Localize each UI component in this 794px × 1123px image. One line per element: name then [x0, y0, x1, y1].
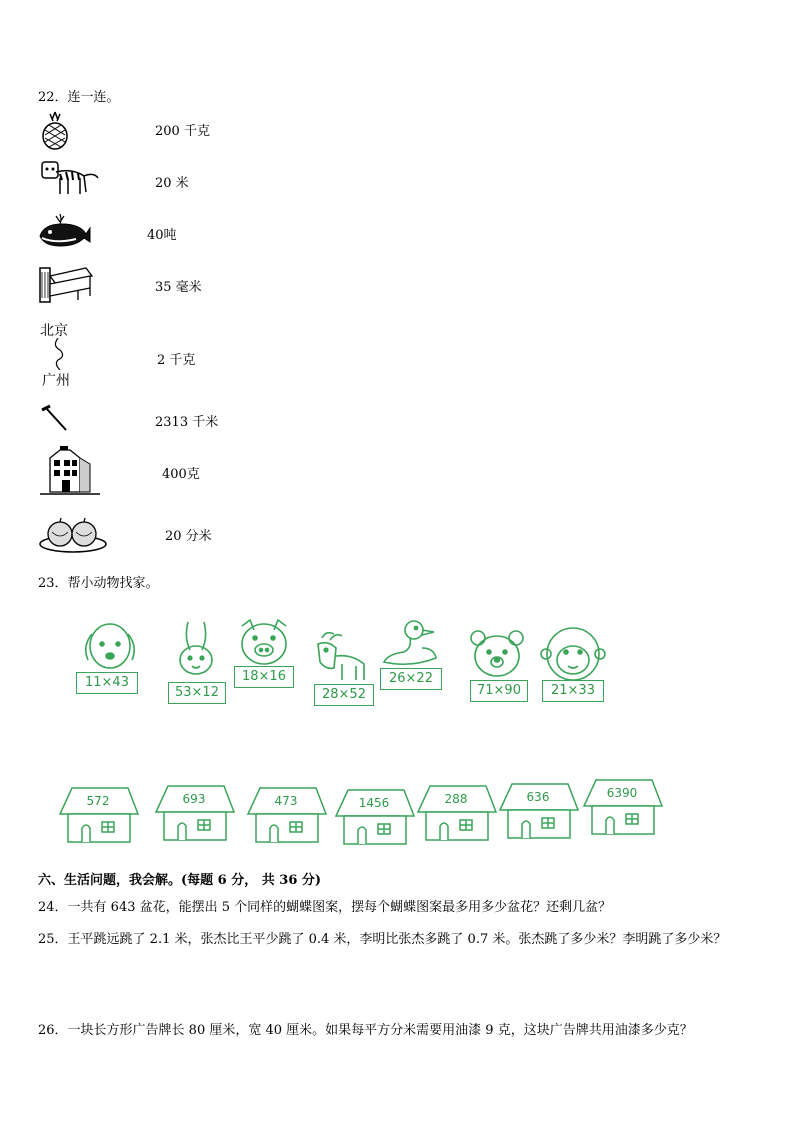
- building-icon: [40, 444, 100, 496]
- q23-title: 23．帮小动物找家。: [38, 576, 159, 591]
- q24-text: 24．一共有 643 盆花，能摆出 5 个同样的蝴蝶图案，摆每个蝴蝶图案最多用多少盆花？还剩几盆？: [38, 900, 612, 915]
- animal-expr-card: 26×22: [380, 668, 442, 690]
- house-icon: [582, 778, 664, 836]
- nail-icon: [40, 404, 70, 434]
- house-icon: [334, 788, 416, 846]
- pig-icon: [236, 616, 292, 668]
- house-icon: [498, 782, 580, 840]
- house-number: 6390: [606, 786, 638, 800]
- animal-expr-card: 21×33: [542, 680, 604, 702]
- bear-icon: [468, 628, 526, 680]
- whale-icon: [36, 212, 92, 248]
- measure-value: 40吨: [147, 228, 177, 243]
- house-icon: [58, 786, 140, 844]
- measure-value: 400克: [162, 467, 200, 482]
- rabbit-icon: [170, 618, 224, 684]
- animal-expr-card: 53×12: [168, 682, 226, 704]
- house-icon: [416, 784, 498, 842]
- map-label-bottom: 广州: [42, 373, 70, 389]
- section-title: 六、生活问题，我会解。(每题 6 分， 共 36 分): [38, 873, 322, 888]
- monkey-icon: [540, 624, 606, 684]
- measure-value: 20 米: [155, 176, 189, 191]
- measure-value: 35 毫米: [155, 280, 202, 295]
- q26-text: 26．一块长方形广告牌长 80 厘米，宽 40 厘米。如果每平方分米需要用油漆 9 克，这块广告牌共用油漆多少克？: [38, 1023, 693, 1038]
- animal-expr-card: 11×43: [76, 672, 138, 694]
- apples-plate-icon: [38, 514, 108, 554]
- animal-expr-card: 71×90: [470, 680, 528, 702]
- house-number: 1456: [358, 796, 390, 810]
- house-icon: [154, 784, 236, 842]
- measure-value: 2 千克: [157, 353, 196, 368]
- q25-text: 25．王平跳远跳了 2.1 米，张杰比王平少跳了 0.4 米，李明比张杰多跳了 0.7 米。张杰跳了多少米？李明跳了多少米？: [38, 932, 727, 947]
- house-number: 572: [86, 794, 110, 808]
- house-number: 693: [182, 792, 206, 806]
- bed-icon: [38, 262, 94, 304]
- house-number: 473: [274, 794, 298, 808]
- route-map-icon: [40, 320, 80, 390]
- goat-icon: [308, 628, 372, 686]
- house-number: 636: [526, 790, 550, 804]
- map-label-top: 北京: [40, 323, 68, 339]
- tiger-icon: [38, 158, 102, 198]
- animal-expr-card: 28×52: [314, 684, 374, 706]
- house-icon: [246, 786, 328, 844]
- measure-value: 2313 千米: [155, 415, 219, 430]
- animal-expr-card: 18×16: [234, 666, 294, 688]
- route-line: [50, 338, 70, 370]
- measure-value: 200 千克: [155, 124, 210, 139]
- duck-icon: [380, 618, 446, 668]
- measure-value: 20 分米: [165, 529, 212, 544]
- q22-title: 22．连一连。: [38, 90, 120, 105]
- pineapple-icon: [38, 110, 72, 150]
- house-number: 288: [444, 792, 468, 806]
- dog-icon: [78, 616, 142, 676]
